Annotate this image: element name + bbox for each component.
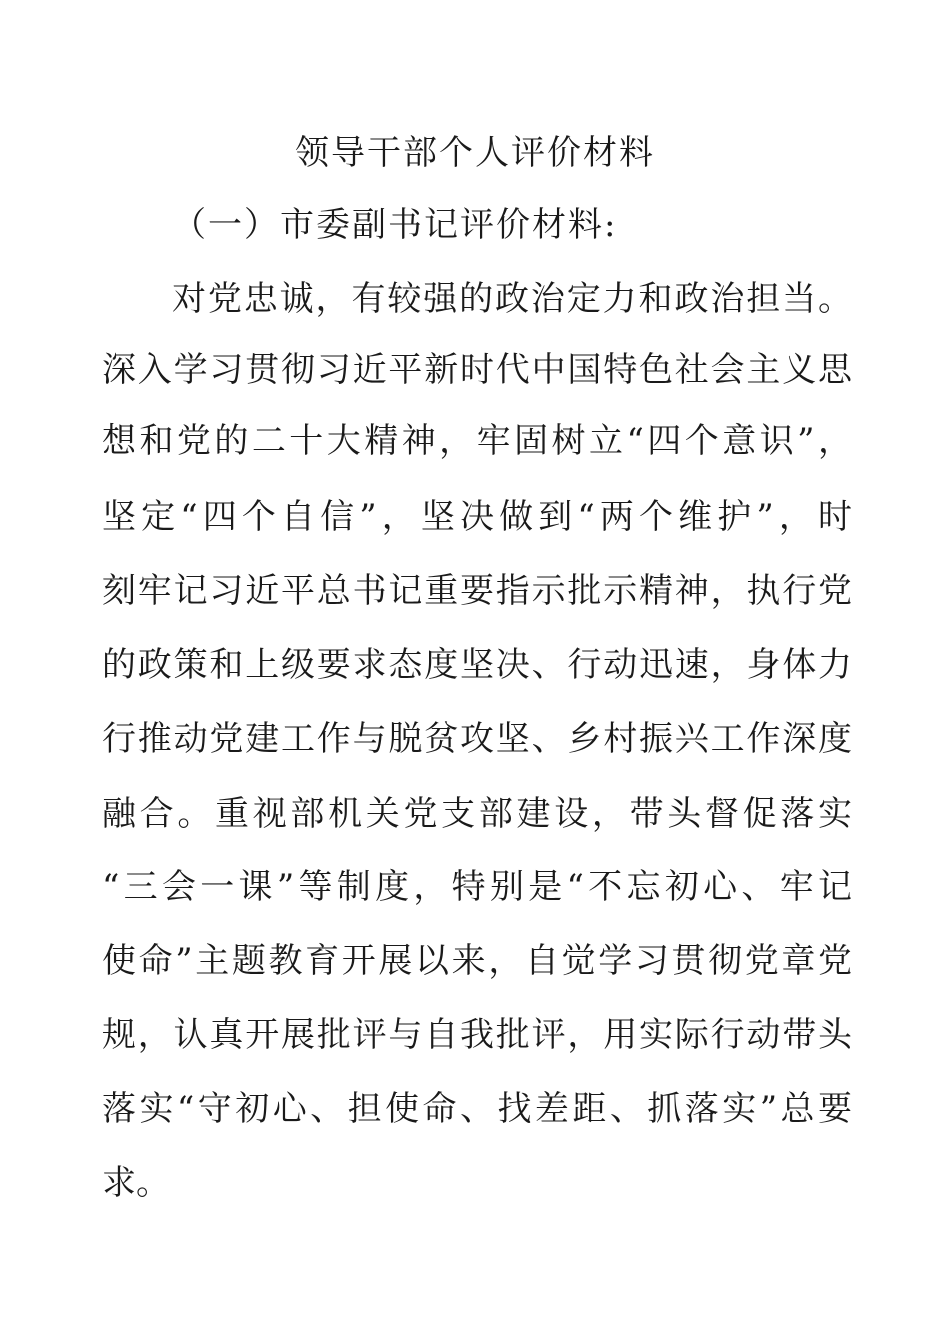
body-line: 深入学习贯彻习近平新时代中国特色社会主义思 <box>102 350 852 390</box>
body-line: 使命”主题教育开展以来，自觉学习贯彻党章党 <box>102 941 852 981</box>
body-line: 行推动党建工作与脱贫攻坚、乡村振兴工作深度 <box>102 719 852 759</box>
body-line: 规，认真开展批评与自我批评，用实际行动带头 <box>102 1015 852 1055</box>
body-line: “三会一课”等制度，特别是“不忘初心、牢记 <box>102 867 852 907</box>
section-heading: （一）市委副书记评价材料: <box>172 205 618 245</box>
body-line: 刻牢记习近平总书记重要指示批示精神，执行党 <box>102 571 852 611</box>
body-line: 的政策和上级要求态度坚决、行动迅速，身体力 <box>102 645 852 685</box>
body-line: 对党忠诚，有较强的政治定力和政治担当。 <box>172 279 852 319</box>
body-line: 融合。重视部机关党支部建设，带头督促落实 <box>102 794 852 834</box>
body-line: 求。 <box>102 1163 170 1203</box>
body-line: 想和党的二十大精神，牢固树立“四个意识”， <box>102 421 852 461</box>
body-line: 落实“守初心、担使命、找差距、抓落实”总要 <box>102 1089 852 1129</box>
page-title: 领导干部个人评价材料 <box>295 133 655 173</box>
body-line: 坚定“四个自信”，坚决做到“两个维护”，时 <box>102 497 852 537</box>
